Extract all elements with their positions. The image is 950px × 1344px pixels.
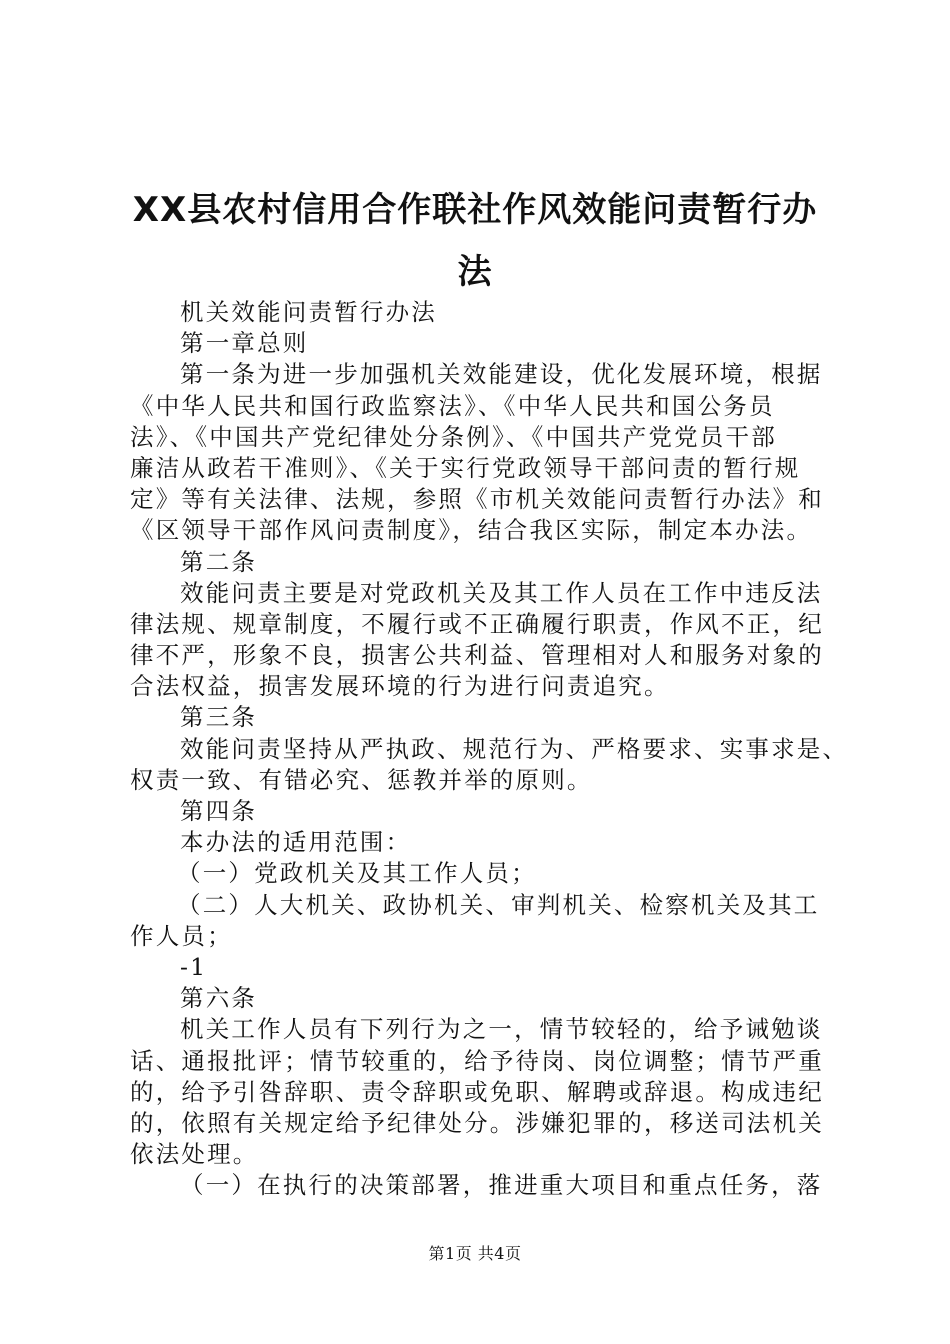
- page-footer: 第1页 共4页: [428, 1244, 522, 1263]
- paragraph-line: 廉洁从政若干准则》、《关于实行党政领导干部问责的暂行规: [130, 453, 801, 482]
- paragraph-line: 效能问责坚持从严执政、规范行为、严格要求、实事求是、: [180, 734, 849, 763]
- article-heading: 第三条: [180, 703, 258, 732]
- paragraph-line: 效能问责主要是对党政机关及其工作人员在工作中违反法: [180, 578, 823, 607]
- paragraph-line: 《区领导干部作风问责制度》，结合我区实际，制定本办法。: [130, 516, 813, 545]
- paragraph-line: 定》等有关法律、法规，参照《市机关效能问责暂行办法》和: [130, 485, 824, 514]
- list-item: （一）在执行的决策部署，推进重大项目和重点任务，落: [180, 1171, 823, 1200]
- list-item: （一）党政机关及其工作人员；: [177, 859, 537, 888]
- document-title-line-2: 法: [457, 252, 493, 292]
- article-heading: 第六条: [180, 984, 258, 1013]
- paragraph-line: 机关工作人员有下列行为之一，情节较轻的，给予诫勉谈: [180, 1015, 823, 1044]
- chapter-heading: 第一章总则: [180, 329, 309, 358]
- paragraph-line: 《中华人民共和国行政监察法》、《中华人民共和国公务员: [130, 391, 775, 420]
- paragraph-line: 的，依照有关规定给予纪律处分。涉嫌犯罪的，移送司法机关: [130, 1108, 824, 1137]
- paragraph-line: 本办法的适用范围：: [180, 828, 412, 857]
- paragraph-line: 作人员；: [130, 921, 233, 950]
- page-marker: -1: [180, 952, 208, 981]
- paragraph-line: 律法规、规章制度，不履行或不正确履行职责，作风不正，纪: [130, 609, 824, 638]
- paragraph-line: 第一条为进一步加强机关效能建设，优化发展环境，根据: [180, 360, 823, 389]
- paragraph-line: 权责一致、有错必究、惩教并举的原则。: [130, 765, 593, 794]
- document-title-line-1: XX县农村信用合作联社作风效能问责暂行办: [132, 190, 818, 230]
- subtitle: 机关效能问责暂行办法: [180, 298, 437, 326]
- paragraph-line: 话、通报批评；情节较重的，给予待岗、岗位调整；情节严重: [130, 1046, 824, 1075]
- paragraph-line: 法》、《中国共产党纪律处分条例》、《中国共产党党员干部: [130, 422, 777, 451]
- paragraph-line: 的，给予引咎辞职、责令辞职或免职、解聘或辞退。构成违纪: [130, 1077, 824, 1106]
- document-body: [130, 297, 849, 1201]
- article-heading: 第四条: [180, 797, 258, 825]
- paragraph-line: 合法权益，损害发展环境的行为进行问责追究。: [130, 672, 670, 701]
- list-item: （二）人大机关、政协机关、审判机关、检察机关及其工: [177, 890, 820, 919]
- article-heading: 第二条: [180, 547, 258, 576]
- paragraph-line: 律不严，形象不良，损害公共利益、管理相对人和服务对象的: [130, 641, 824, 670]
- paragraph-line: 依法处理。: [130, 1140, 259, 1169]
